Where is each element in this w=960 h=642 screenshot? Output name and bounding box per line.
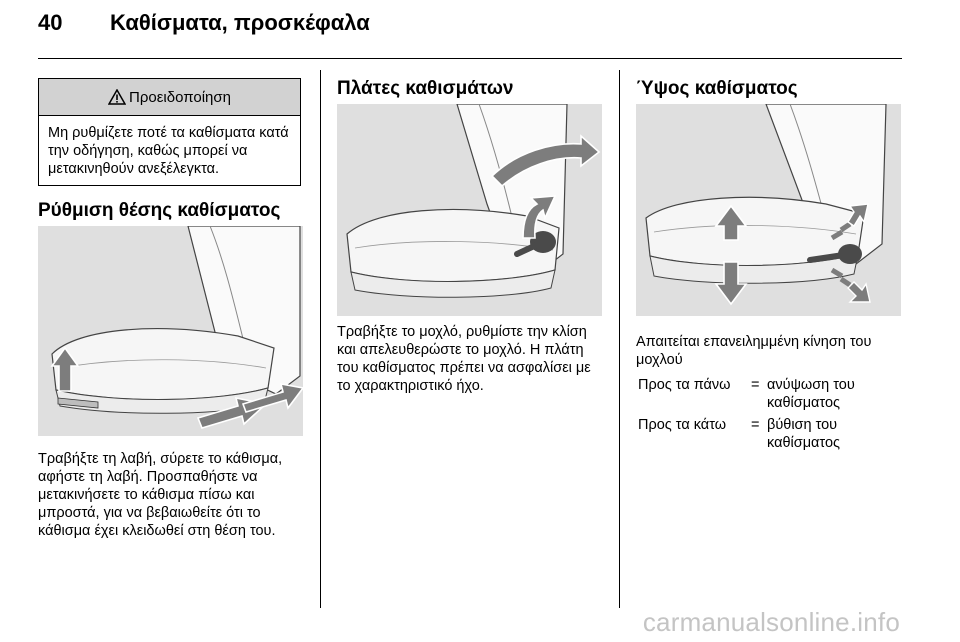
watermark: carmanualsonline.info [642,607,900,637]
definition-equals-down: = [751,417,760,433]
seat-height-text: Απαιτείται επανειλημμένη κίνηση του μοχλού [636,334,872,368]
seat-position-heading: Ρύθμιση θέσης καθίσματος [38,200,281,221]
warning-text: Μη ρυθμίζετε ποτέ τα καθίσματα κατά την οδήγηση, καθώς μπορεί να μετακινηθούν ανεξέλεγκτα. [48,125,289,177]
definition-term-down: Προς τα κάτω [638,417,727,433]
warning-title: Προειδοποίηση [129,88,231,106]
warning-box [38,78,301,186]
warning-header [39,79,300,116]
seat-height-definitions [638,376,900,456]
definition-row-up [638,376,900,412]
seat-position-illustration [38,226,303,436]
chapter-title: Καθίσματα, προσκέφαλα [110,10,370,35]
definition-desc-up: ανύψωση του καθίσματος [767,377,855,411]
definition-row-down [638,416,900,452]
header-rule [38,58,902,59]
definition-term-up: Προς τα πάνω [638,377,731,393]
seat-height-heading: Ύψος καθίσματος [636,78,798,99]
column-divider-1 [320,70,321,608]
page-number: 40 [38,10,63,35]
column-divider-2 [619,70,620,608]
definition-equals-up: = [751,377,760,393]
seat-backrest-illustration [337,104,602,316]
seat-position-text: Τραβήξτε τη λαβή, σύρετε το κάθισμα, αφήστε τη λαβή. Προσπαθήστε να μετακινήσετε το κάθισμα πίσω και μπροστά, για να βεβαιωθείτε ότι το κάθισμα έχει κλειδωθεί στη θέση του. [38,451,283,539]
seat-height-illustration [636,104,901,316]
page-header [38,10,370,36]
warning-triangle-icon [108,89,126,105]
seat-backrest-text: Τραβήξτε το μοχλό, ρυθμίστε την κλίση και απελευθερώστε το μοχλό. Η πλάτη του καθίσματος πρέπει να ασφαλίσει με το χαρακτηριστικό ήχο. [337,324,591,394]
definition-desc-down: βύθιση του καθίσματος [767,417,841,451]
seat-backrest-heading: Πλάτες καθισμάτων [337,78,514,99]
